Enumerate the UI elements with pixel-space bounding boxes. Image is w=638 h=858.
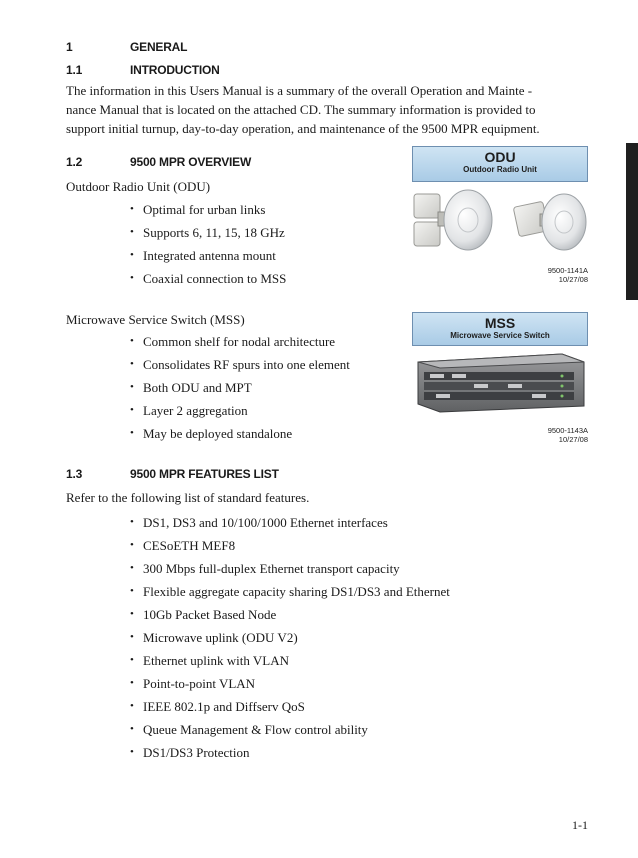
features-intro: Refer to the following list of standard features. bbox=[66, 490, 310, 505]
list-item: • Point-to-point VLAN bbox=[130, 676, 256, 691]
mss-figure-id: 9500-1143A bbox=[547, 426, 588, 435]
odu-left-unit bbox=[414, 190, 492, 250]
section-1-title: GENERAL bbox=[130, 40, 188, 54]
bullet-glyph: • bbox=[130, 335, 134, 347]
introduction-paragraph bbox=[66, 81, 540, 138]
page-number: 1-1 bbox=[572, 818, 588, 832]
section-1-2-title: 9500 MPR OVERVIEW bbox=[130, 155, 252, 169]
intro-line-1: The information in this Users Manual is a summary of the overall Operation and Mainte - bbox=[66, 83, 533, 98]
bullet-glyph: • bbox=[130, 249, 134, 261]
list-item: • 300 Mbps full-duplex Ethernet transport capacity bbox=[130, 561, 400, 576]
odu-right-unit bbox=[513, 194, 586, 250]
mss-figure bbox=[412, 312, 588, 414]
bullet-glyph: • bbox=[130, 608, 134, 620]
odu-figure bbox=[412, 146, 588, 258]
intro-line-3: support initial turnup, day-to-day operation, and maintenance of the 9500 MPR equipment. bbox=[66, 121, 540, 136]
mss-heading: Microwave Service Switch (MSS) bbox=[66, 312, 245, 327]
list-item: • Flexible aggregate capacity sharing DS1/DS3 and Ethernet bbox=[130, 584, 450, 599]
odu-figure-caption bbox=[520, 266, 588, 284]
odu-bullet-list bbox=[130, 200, 286, 292]
list-item: • 10Gb Packet Based Node bbox=[130, 607, 277, 622]
list-item: • Layer 2 aggregation bbox=[130, 403, 248, 418]
list-item: • Integrated antenna mount bbox=[130, 248, 276, 263]
bullet-glyph: • bbox=[130, 203, 134, 215]
odu-units-illustration bbox=[412, 184, 588, 258]
odu-heading: Outdoor Radio Unit (ODU) bbox=[66, 179, 211, 194]
mss-figure-caption bbox=[520, 426, 588, 444]
mss-chassis-illustration bbox=[412, 348, 588, 414]
list-item: • Queue Management & Flow control ability bbox=[130, 722, 368, 737]
chapter-edge-tab bbox=[626, 143, 638, 300]
bullet-glyph: • bbox=[130, 404, 134, 416]
section-1-1-title: INTRODUCTION bbox=[130, 63, 220, 77]
bullet-glyph: • bbox=[130, 700, 134, 712]
list-item: • May be deployed standalone bbox=[130, 426, 293, 441]
bullet-glyph: • bbox=[130, 358, 134, 370]
section-1-number: 1 bbox=[66, 40, 73, 54]
features-bullet-list bbox=[130, 513, 450, 766]
bullet-glyph: • bbox=[130, 381, 134, 393]
mss-banner bbox=[412, 312, 588, 346]
bullet-glyph: • bbox=[130, 585, 134, 597]
bullet-glyph: • bbox=[130, 654, 134, 666]
list-item: • Both ODU and MPT bbox=[130, 380, 252, 395]
bullet-glyph: • bbox=[130, 539, 134, 551]
bullet-glyph: • bbox=[130, 631, 134, 643]
intro-line-2: nance Manual that is located on the attached CD. The summary information is provided to bbox=[66, 102, 536, 117]
odu-banner bbox=[412, 146, 588, 182]
list-item: • CESoETH MEF8 bbox=[130, 538, 236, 553]
section-1-1-number: 1.1 bbox=[66, 63, 83, 77]
list-item: • IEEE 802.1p and Diffserv QoS bbox=[130, 699, 305, 714]
mss-banner-title: MSS bbox=[484, 315, 516, 331]
list-item: • DS1, DS3 and 10/100/1000 Ethernet interfaces bbox=[130, 515, 388, 530]
list-item: • Ethernet uplink with VLAN bbox=[130, 653, 289, 668]
list-item: • Supports 6, 11, 15, 18 GHz bbox=[130, 225, 285, 240]
bullet-glyph: • bbox=[130, 562, 134, 574]
bullet-glyph: • bbox=[130, 677, 134, 689]
mss-figure-date: 10/27/08 bbox=[558, 435, 588, 444]
section-1-2-number: 1.2 bbox=[66, 155, 83, 169]
bullet-glyph: • bbox=[130, 427, 134, 439]
bullet-glyph: • bbox=[130, 516, 134, 528]
bullet-glyph: • bbox=[130, 723, 134, 735]
odu-banner-subtitle: Outdoor Radio Unit bbox=[463, 165, 537, 174]
list-item: • Microwave uplink (ODU V2) bbox=[130, 630, 298, 645]
list-item: • Coaxial connection to MSS bbox=[130, 271, 287, 286]
list-item: • Consolidates RF spurs into one element bbox=[130, 357, 350, 372]
section-1-3-title: 9500 MPR FEATURES LIST bbox=[130, 467, 279, 481]
odu-figure-id: 9500-1141A bbox=[547, 266, 588, 275]
odu-banner-title: ODU bbox=[484, 149, 516, 165]
list-item: • Optimal for urban links bbox=[130, 202, 266, 217]
mss-banner-subtitle: Microwave Service Switch bbox=[450, 331, 550, 340]
list-item: • Common shelf for nodal architecture bbox=[130, 334, 336, 349]
section-1-3-number: 1.3 bbox=[66, 467, 83, 481]
list-item: • DS1/DS3 Protection bbox=[130, 745, 250, 760]
bullet-glyph: • bbox=[130, 746, 134, 758]
bullet-glyph: • bbox=[130, 226, 134, 238]
bullet-glyph: • bbox=[130, 272, 134, 284]
odu-figure-date: 10/27/08 bbox=[558, 275, 588, 284]
mss-bullet-list bbox=[130, 332, 350, 447]
